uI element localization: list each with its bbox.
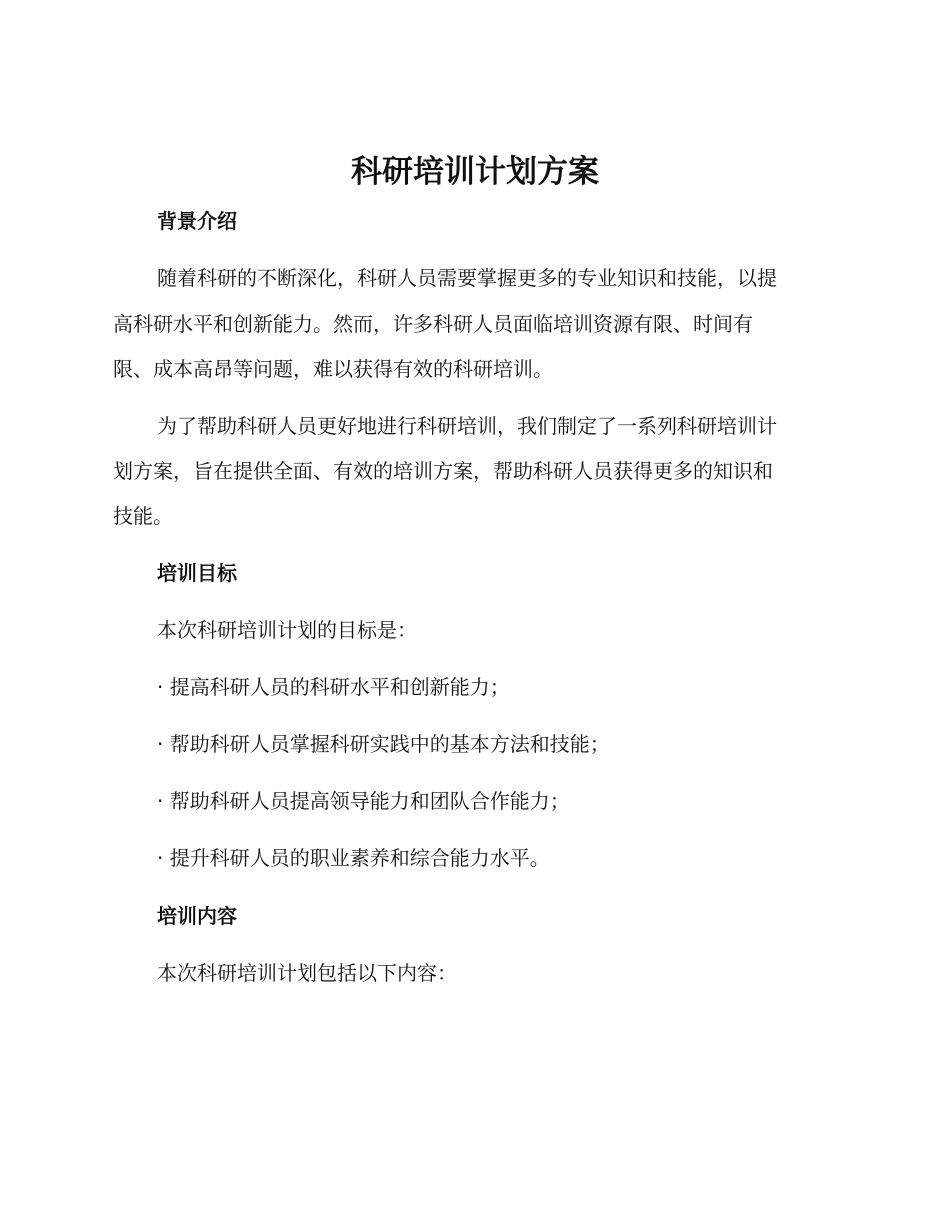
document-title: 科研培训计划方案: [351, 154, 599, 190]
content-intro: 本次科研培训计划包括以下内容：: [157, 961, 457, 985]
paragraph-line: 划方案，旨在提供全面、有效的培训方案，帮助科研人员获得更多的知识和: [113, 459, 773, 483]
goal-list-item: · 提高科研人员的科研水平和创新能力；: [157, 675, 510, 699]
paragraph-line: 随着科研的不断深化，科研人员需要掌握更多的专业知识和技能，以提: [157, 266, 777, 290]
paragraph-line: 技能。: [113, 504, 173, 528]
section-heading-goals: 培训目标: [157, 561, 237, 585]
section-heading-background: 背景介绍: [157, 209, 237, 233]
goal-list-item: · 帮助科研人员提高领导能力和团队合作能力；: [157, 789, 570, 813]
goal-list-item: · 提升科研人员的职业素养和综合能力水平。: [157, 846, 550, 870]
goal-list-item: · 帮助科研人员掌握科研实践中的基本方法和技能；: [157, 732, 610, 756]
section-heading-content: 培训内容: [157, 904, 237, 928]
goals-intro: 本次科研培训计划的目标是：: [157, 618, 417, 642]
paragraph-line: 为了帮助科研人员更好地进行科研培训，我们制定了一系列科研培训计: [157, 414, 777, 438]
paragraph-line: 限、成本高昂等问题，难以获得有效的科研培训。: [113, 357, 553, 381]
paragraph-line: 高科研水平和创新能力。然而，许多科研人员面临培训资源有限、时间有: [113, 312, 753, 336]
